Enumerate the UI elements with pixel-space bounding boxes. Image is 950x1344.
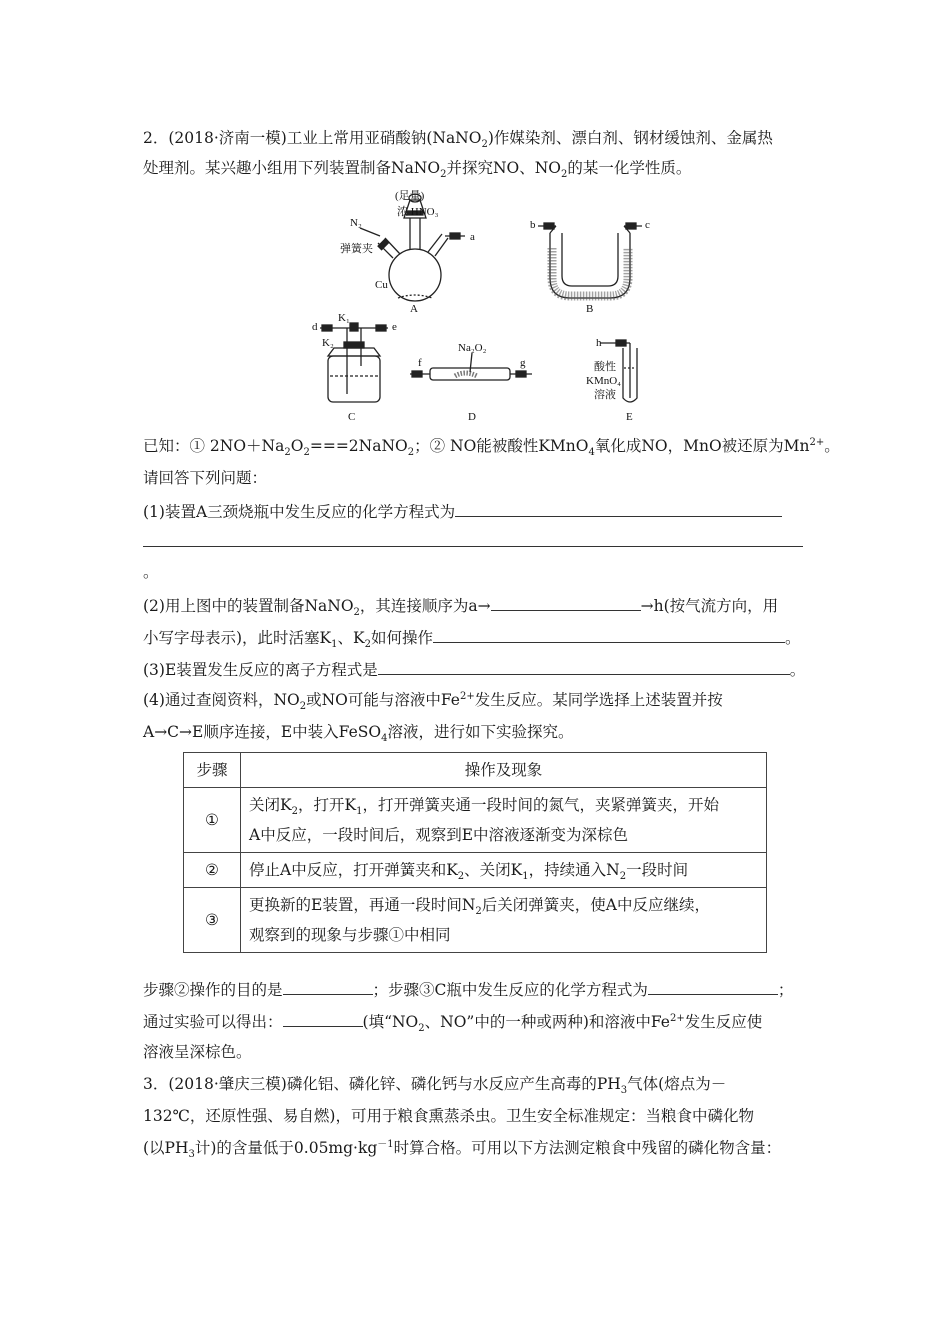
label-f: f xyxy=(418,357,422,369)
header-step: 步骤 xyxy=(184,753,241,788)
label-excess: (足量) xyxy=(395,190,425,202)
q3-line1: 3．(2018·肇庆三模)磷化铝、磷化锌、磷化钙与水反应产生高毒的$PH_3$气体(熔点为－ xyxy=(143,1075,727,1097)
label-na2o2: Na₂O₂ xyxy=(458,342,487,354)
apparatus-b xyxy=(538,223,642,298)
label-b: b xyxy=(530,219,536,231)
purpose-blank[interactable] xyxy=(283,978,373,995)
header-operation: 操作及现象 xyxy=(241,753,767,788)
p2-blank-order[interactable] xyxy=(491,594,641,611)
label-n2: N₂ xyxy=(350,217,362,229)
q2-line1: 2．(2018·济南一模)工业上常用亚硝酸钠(NaNO$_2$)作媒染剂、漂白剂、钢材缓蚀剂、金属热 xyxy=(143,129,773,151)
label-a: a xyxy=(470,231,475,243)
conclusion-blank[interactable] xyxy=(283,1010,363,1027)
apparatus-figure xyxy=(300,188,670,426)
steps-table xyxy=(183,752,767,953)
after-line2: 通过实验可以得出： (填“$NO_2$、NO”中的一种或两种)和溶液中$Fe^{2+}$发生反应使 xyxy=(143,1010,762,1032)
label-kmno4: KMnO₄ xyxy=(586,375,622,387)
step-1-number: ① xyxy=(184,788,241,853)
apparatus-c xyxy=(320,323,388,402)
label-B: B xyxy=(586,303,594,315)
label-clip: 弹簧夹 xyxy=(340,243,373,255)
table-header-row xyxy=(184,753,767,788)
p2-blank-operation[interactable] xyxy=(433,626,785,643)
label-C: C xyxy=(348,411,356,423)
table-row xyxy=(184,788,767,853)
p3-blank[interactable] xyxy=(378,658,790,675)
step-2-number: ② xyxy=(184,853,241,888)
step-2-text: 停止A中反应，打开弹簧夹和$K_2$、关闭$K_1$，持续通入$N_2$一段时间 xyxy=(241,853,767,888)
known-line: 已知：① $2NO+Na_2O_2===2NaNO_2$；② NO能被酸性KMnO$_4$氧化成NO，MnO被还原为$Mn^{2+}$。 xyxy=(143,436,840,459)
ask-line: 请回答下列问题： xyxy=(143,469,268,487)
label-cu: Cu xyxy=(375,279,388,291)
q3-line2: 132℃，还原性强、易自燃)，可用于粮食熏蒸杀虫。卫生安全标准规定：当粮食中磷化物 xyxy=(143,1107,754,1125)
label-acid: 酸性 xyxy=(594,361,616,373)
step-1-text: 关闭$K_2$，打开$K_1$，打开弹簧夹通一段时间的氮气，夹紧弹簧夹，开始 A中反应，一段时间后，观察到E中溶液逐渐变为深棕色 xyxy=(241,788,767,853)
p4-line1: (4)通过查阅资料，$NO_2$或NO可能与溶液中$Fe^{2+}$发生反应。某同学选择上述装置并按 xyxy=(143,690,723,713)
step-3-number: ③ xyxy=(184,888,241,953)
p1-blank-2[interactable] xyxy=(143,530,803,547)
apparatus-d xyxy=(410,353,532,380)
p1-line: (1)装置A三颈烧瓶中发生反应的化学方程式为 xyxy=(143,500,782,522)
p1-blank-line2 xyxy=(143,530,803,552)
p4-line2: A→C→E顺序连接，E中装入FeSO$_4$溶液，进行如下实验探究。 xyxy=(143,723,574,745)
after-line3: 溶液呈深棕色。 xyxy=(143,1043,252,1061)
p3-line: (3)E装置发生反应的离子方程式是 。 xyxy=(143,658,805,680)
label-g: g xyxy=(520,357,526,369)
p2-line1: (2)用上图中的装置制备NaNO$_2$，其连接顺序为a→ →h(按气流方向，用 xyxy=(143,594,778,616)
table-row xyxy=(184,853,767,888)
label-k1: K₁ xyxy=(338,312,350,324)
p1-end: 。 xyxy=(143,563,159,581)
label-solution: 溶液 xyxy=(594,389,616,401)
label-A: A xyxy=(410,303,418,315)
label-d: d xyxy=(312,321,318,333)
label-E: E xyxy=(626,411,633,423)
label-e: e xyxy=(392,321,397,333)
equation-blank[interactable] xyxy=(648,978,778,995)
after-line1: 步骤②操作的目的是 ；步骤③C瓶中发生反应的化学方程式为 ； xyxy=(143,978,793,1000)
label-hno3: 浓 HNO₃ xyxy=(397,206,439,218)
label-D: D xyxy=(468,411,476,423)
label-h: h xyxy=(596,337,602,349)
q3-line3: (以$PH_3$计)的含量低于$0.05mg\cdot kg^{-1}$时算合格。可用以下方法测定粮食中残留的磷化物含量： xyxy=(143,1138,782,1161)
p2-line2: 小写字母表示)，此时活塞$K_1$、$K_2$如何操作 。 xyxy=(143,626,801,648)
label-c: c xyxy=(645,219,650,231)
table-row xyxy=(184,888,767,953)
p1-blank[interactable] xyxy=(455,500,782,517)
step-3-text: 更换新的E装置，再通一段时间$N_2$后关闭弹簧夹，使A中反应继续， 观察到的现象与步骤①中相同 xyxy=(241,888,767,953)
q2-line2: 处理剂。某兴趣小组用下列装置制备NaNO$_2$并探究NO、$NO_2$的某一化学性质。 xyxy=(143,159,692,181)
label-k2: K₂ xyxy=(322,337,334,349)
